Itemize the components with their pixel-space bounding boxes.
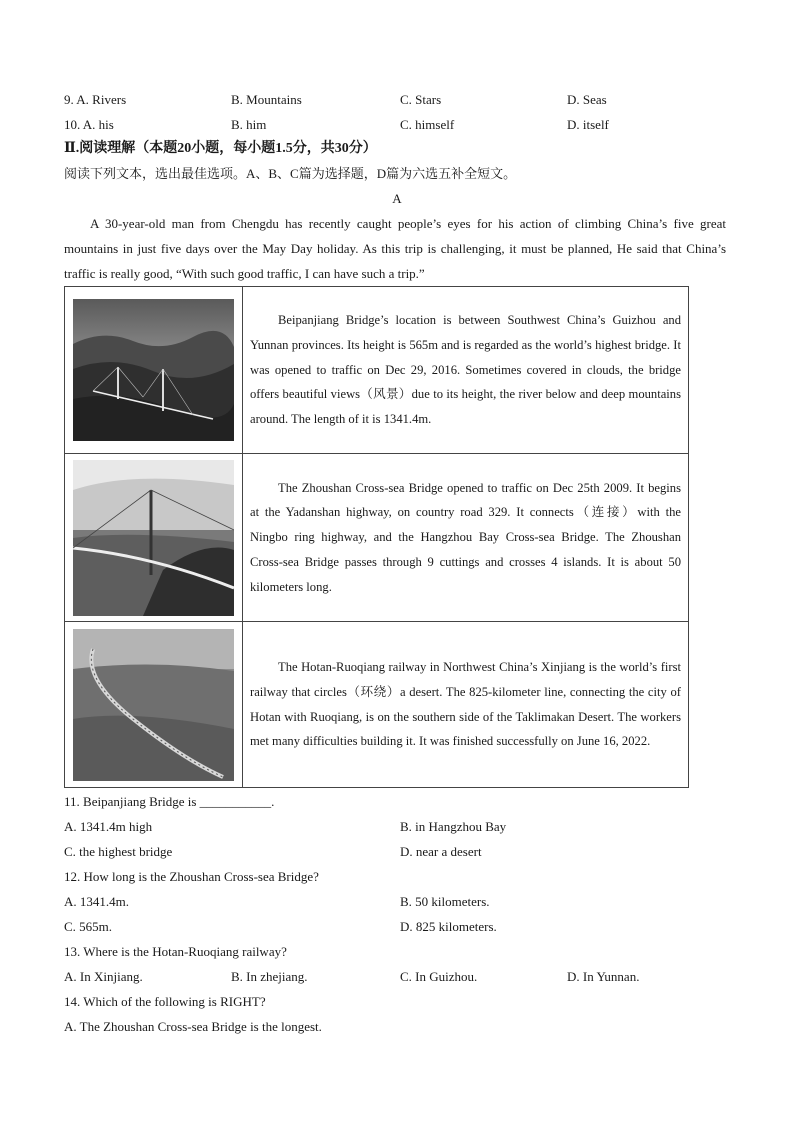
q11-option-a: A. 1341.4m high [64, 819, 153, 834]
q11-option-d: D. near a desert [400, 844, 482, 859]
passage-table [64, 286, 689, 788]
intro-paragraph: A 30-year-old man from Chengdu has recently caught people’s eyes for his action of climbing China’s five great mountains in just five days over the May Day holiday. As this trip is challenging, it must be planned, He said that China’s traffic is really good, “With such good traffic, I can have such a trip.” [64, 216, 726, 281]
q10-option-b: B. him [231, 117, 267, 132]
q11-option-b: B. in Hangzhou Bay [400, 819, 507, 834]
q12-stem: 12. How long is the Zhoushan Cross-sea Bridge? [64, 869, 319, 884]
section-instruction: 阅读下列文本，选出最佳选项。A、B、C篇为选择题，D篇为六选五补全短文。 [64, 166, 517, 181]
photo-cell [65, 454, 243, 622]
q13-option-d: D. In Yunnan. [567, 969, 640, 984]
q13-option-b: B. In zhejiang. [231, 969, 308, 984]
q13-option-a: A. In Xinjiang. [64, 969, 143, 984]
q14-option-a: A. The Zhoushan Cross-sea Bridge is the longest. [64, 1019, 322, 1034]
q11-stem: 11. Beipanjiang Bridge is ___________. [64, 794, 275, 809]
photo-cell [65, 287, 243, 454]
q10-option-c: C. himself [400, 117, 455, 132]
table-row [65, 622, 689, 788]
section-title: Ⅱ.阅读理解（本题20小题，每小题1.5分，共30分） [64, 141, 377, 156]
beipanjiang-bridge-photo [73, 299, 234, 441]
q10-option-d: D. itself [567, 117, 609, 132]
q12-option-d: D. 825 kilometers. [400, 919, 497, 934]
q12-option-a: A. 1341.4m. [64, 894, 129, 909]
table-row [65, 287, 689, 454]
q9-option-a: 9. A. Rivers [64, 92, 127, 107]
zhoushan-bridge-text: The Zhoushan Cross-sea Bridge opened to traffic on Dec 25th 2009. It begins at the Yadanshan highway, on country road 329. It connects（连接）with the Ningbo ring highway, and the Hangzhou Bay Cross-sea Bridge. The Zhoushan Cross-sea Bridge passes through 9 cuttings and crosses 4 islands. It is about 50 kilometers long. [243, 454, 689, 622]
hotan-ruoqiang-railway-photo [73, 629, 234, 781]
q9-option-d: D. Seas [567, 92, 607, 107]
q14-stem: 14. Which of the following is RIGHT? [64, 994, 266, 1009]
hotan-ruoqiang-railway-text: The Hotan-Ruoqiang railway in Northwest China’s Xinjiang is the world’s first railway that circles（环绕）a desert. The 825-kilometer line, connecting the city of Hotan with Ruoqiang, is on the southern side of the Taklimakan Desert. The workers met many difficulties building it. It was finished successfully on June 16, 2022. [243, 622, 689, 788]
q13-stem: 13. Where is the Hotan-Ruoqiang railway? [64, 944, 287, 959]
q9-option-c: C. Stars [400, 92, 442, 107]
q10-option-a: 10. A. his [64, 117, 114, 132]
q11-option-c: C. the highest bridge [64, 844, 173, 859]
q13-option-c: C. In Guizhou. [400, 969, 478, 984]
beipanjiang-bridge-text: Beipanjiang Bridge’s location is between Southwest China’s Guizhou and Yunnan provinces. Its height is 565m and is regarded as the world’s highest bridge. It was opened to traffic on Dec 29, 2016. Sometimes covered in clouds, the bridge offers beautiful views（风景）due to its height, the river below and deep mountains around. The length of it is 1341.4m. [243, 287, 689, 454]
q9-option-b: B. Mountains [231, 92, 302, 107]
q12-option-c: C. 565m. [64, 919, 113, 934]
q12-option-b: B. 50 kilometers. [400, 894, 490, 909]
photo-cell [65, 622, 243, 788]
zhoushan-bridge-photo [73, 460, 234, 616]
passage-label: A [392, 191, 402, 206]
table-row [65, 454, 689, 622]
